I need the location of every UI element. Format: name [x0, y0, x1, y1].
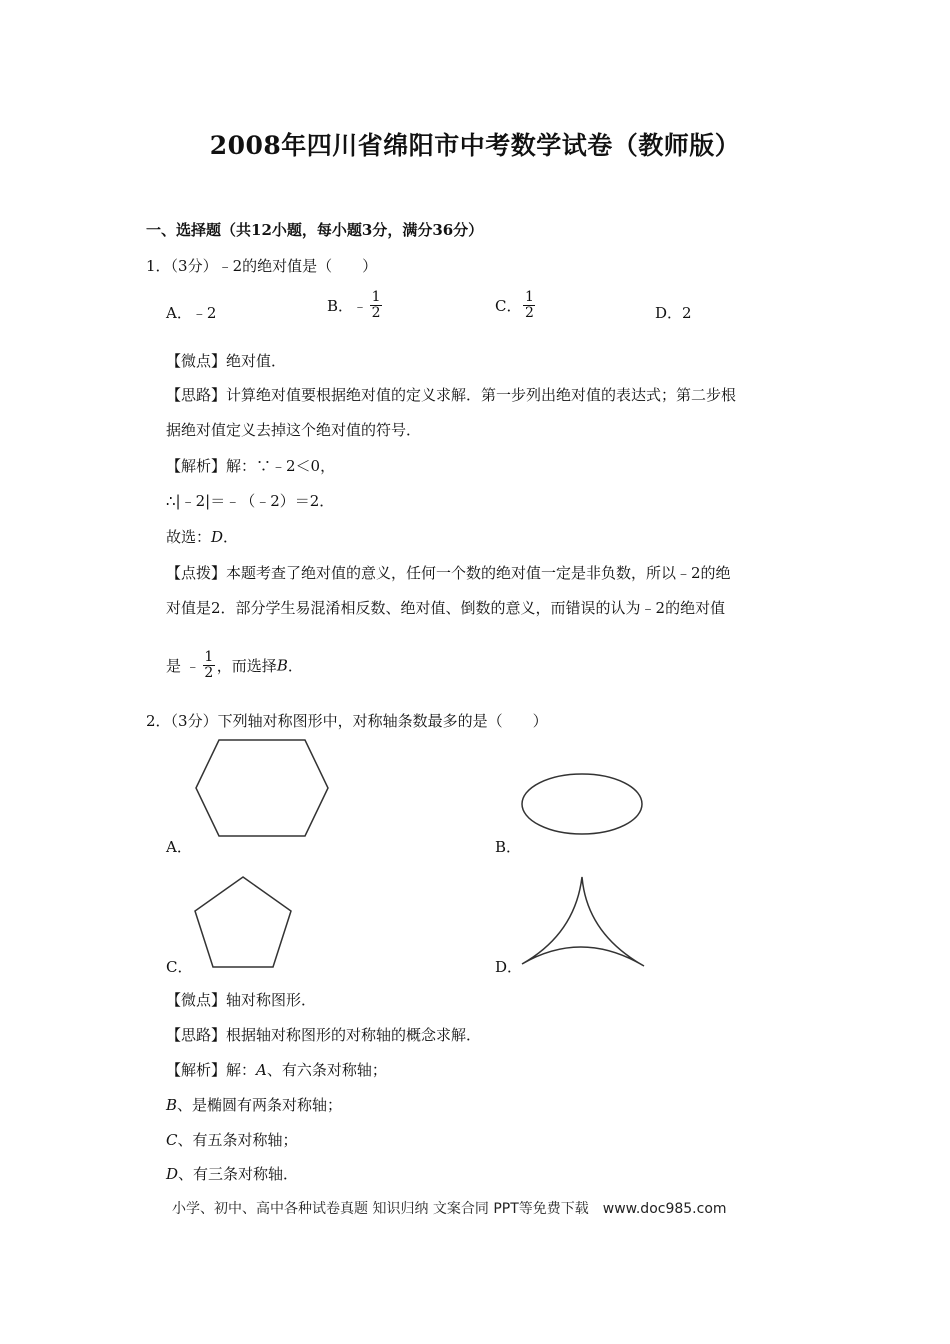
- q2-option-a: A．: [166, 838, 192, 856]
- q1-dianbo-line-3-mid: ，而选择: [216, 657, 277, 675]
- q1-option-b-denominator: 2: [371, 305, 381, 321]
- q2-weidian: 【微点】轴对称图形．: [166, 991, 317, 1009]
- q1-option-c-label: C．: [495, 297, 522, 315]
- q2-jiexi-letter-a: A: [256, 1061, 267, 1079]
- q2-jiexi-letter-d: D: [166, 1165, 179, 1183]
- q2-jiexi-letter-b: B: [166, 1096, 178, 1114]
- q2-jiexi-line-4: [166, 1163, 298, 1184]
- pentagon-icon: [194, 876, 292, 968]
- q2-option-c: C．: [166, 958, 193, 976]
- q2-option-d: D．: [495, 958, 523, 976]
- q2-jiexi-line-2-suffix: 、是椭圆有两条对称轴；: [177, 1096, 343, 1114]
- q1-option-b-label: B．: [327, 297, 354, 315]
- q1-weidian: 【微点】绝对值．: [166, 352, 287, 370]
- q1-jiexi-line-2: ∴|﹣2|＝﹣（﹣2）＝2．: [166, 492, 335, 510]
- q1-dianbo-sign: ﹣: [185, 658, 200, 675]
- q1-option-c-denominator: 2: [525, 305, 534, 321]
- q1-jiexi-line-1: 【解析】解：∵﹣2＜0，: [166, 457, 336, 475]
- q2-jiexi-line-3: [166, 1129, 298, 1150]
- page-footer: 小学、初中、高中各种试卷真题 知识归纳 文案合同 PPT等免费下载 www.doc985.com: [172, 1201, 727, 1217]
- question-1-stem: 1．（3分）﹣2的绝对值是（ ）: [146, 257, 378, 275]
- q1-jiexi-line-3: [166, 526, 238, 547]
- q2-jiexi-line-1-prefix: 【解析】解：: [166, 1061, 257, 1079]
- hexagon-icon: [195, 739, 329, 837]
- q1-option-b-sign: ﹣: [353, 298, 368, 315]
- q1-dianbo-line-3-suffix: ．: [287, 657, 303, 675]
- q1-option-b: [327, 290, 384, 321]
- section-heading: 一、选择题（共12小题，每小题3分，满分36分）: [146, 221, 484, 239]
- q1-option-c-numerator: 1: [525, 289, 534, 305]
- q1-silu-line-2: 据绝对值定义去掉这个绝对值的符号．: [166, 421, 422, 439]
- q2-jiexi-line-4-suffix: 、有三条对称轴．: [178, 1165, 299, 1183]
- page-title: 2008年四川省绵阳市中考数学试卷（教师版）: [209, 131, 741, 160]
- ellipse-icon: [521, 773, 643, 835]
- q1-dianbo-answer-letter: B: [276, 656, 288, 675]
- q1-dianbo-line-3: [166, 650, 303, 681]
- q1-option-d: D．2: [655, 304, 692, 322]
- q1-option-c-fraction: [523, 290, 535, 321]
- q2-jiexi-letter-c: C: [166, 1131, 178, 1149]
- q1-dianbo-line-2: 对值是2．部分学生易混淆相反数、绝对值、倒数的意义，而错误的认为﹣2的绝对值: [166, 599, 726, 617]
- q1-dianbo-fraction: [203, 650, 215, 681]
- q1-jiexi-line-3-suffix: ．: [223, 528, 239, 546]
- q1-option-a: A．﹣2: [166, 304, 217, 322]
- q2-jiexi-line-1-suffix: 、有六条对称轴；: [266, 1061, 387, 1079]
- q1-option-b-fraction: [370, 290, 382, 321]
- curved-triangle-icon: [521, 876, 645, 968]
- q1-answer-letter: D: [211, 528, 224, 546]
- q2-option-b: B．: [495, 838, 522, 856]
- q1-jiexi-line-3-prefix: 故选：: [166, 528, 212, 546]
- question-2-stem: 2．（3分）下列轴对称图形中，对称轴条数最多的是（ ）: [146, 712, 548, 730]
- q2-silu: 【思路】根据轴对称图形的对称轴的概念求解．: [166, 1026, 482, 1044]
- q1-dianbo-denominator: 2: [204, 665, 214, 681]
- q1-dianbo-line-1: 【点拨】本题考查了绝对值的意义，任何一个数的绝对值一定是非负数，所以﹣2的绝: [166, 564, 731, 582]
- q1-option-b-numerator: 1: [371, 289, 381, 305]
- q1-dianbo-numerator: 1: [204, 649, 214, 665]
- q2-jiexi-line-2: [166, 1094, 342, 1115]
- q2-jiexi-line-3-suffix: 、有五条对称轴；: [177, 1131, 298, 1149]
- q1-dianbo-line-3-prefix: 是: [166, 657, 182, 675]
- q2-jiexi-line-1: [166, 1059, 387, 1080]
- q1-silu-line-1: 【思路】计算绝对值要根据绝对值的定义求解．第一步列出绝对值的表达式；第二步根: [166, 386, 737, 404]
- q1-option-c: [495, 290, 537, 321]
